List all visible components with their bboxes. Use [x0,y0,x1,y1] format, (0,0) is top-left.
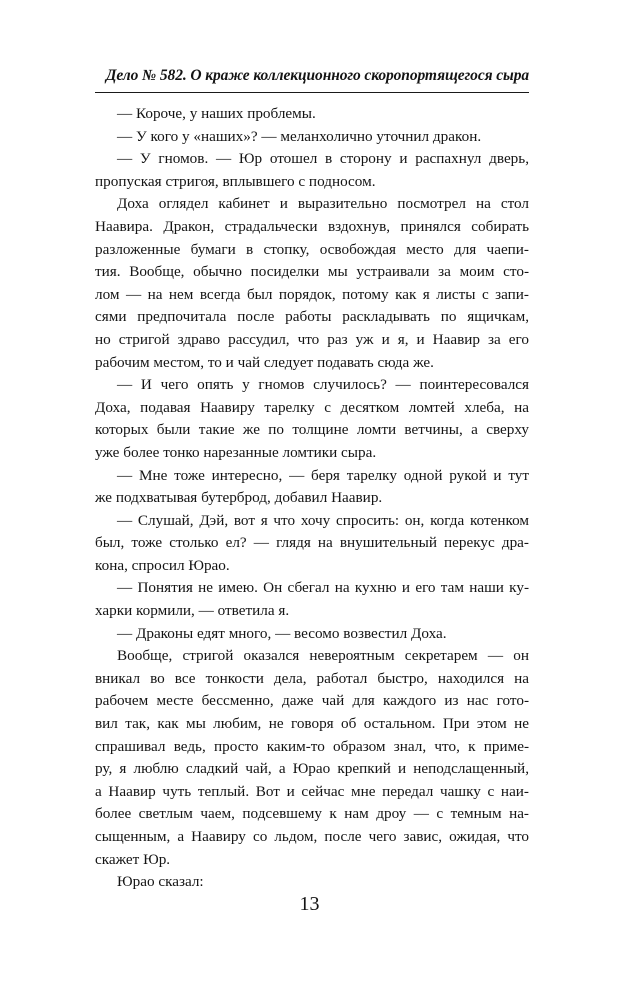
text-line: Наавира. Дракон, страдальчески вздохнув, принялся собирать [95,217,529,235]
header-divider [95,92,529,93]
text-line: харки кормили, — ответила я. [95,602,290,620]
text-line: — И чего опять у гномов случилось? — поинтересовался [117,376,529,394]
text-line: — Короче, у наших проблемы. [117,105,316,122]
text-line: сыщенным, а Наавиру со льдом, после чего завис, ожидая, что [95,828,529,845]
text-line: Вообще, стригой оказался невероятным секретарем — он [117,647,529,665]
text-line: был, тоже столько ел? — глядя на внушительный перекус дра- [95,534,529,552]
text-line: уже более тонко нарезанные ломтики сыра. [95,443,377,461]
text-line: пропуская стригоя, вплывшего с подносом. [95,172,376,190]
text-line: лом — на нем всегда был порядок, потому как я листы с запи- [95,285,529,303]
text-line: сями предпочитала после работы раскладывать по ящичкам, [95,308,529,326]
text-line: скажет Юр. [95,850,171,868]
running-header-title: Дело № 582. О краже коллекционного скоропортящегося сыра [105,67,529,84]
text-line: ру, я люблю сладкий чай, а Юрао крепкий и неподслащенный, [95,760,529,778]
text-line: Доха оглядел кабинет и выразительно посмотрел на стол [117,195,529,213]
text-line: а Наавир чуть теплый. Вот и сейчас мне передал чашку с наи- [95,782,529,800]
text-line: рабочим местом, то и чай следует подавать сюда же. [95,353,434,371]
text-line: тия. Вообще, обычно посиделки мы устраивали за моим сто- [95,263,529,281]
text-line: — Понятия не имею. Он сбегал на кухню и его там наши ку- [117,579,529,597]
text-line: — Мне тоже интересно, — беря тарелку одной рукой и тут [117,466,529,484]
text-line: же подхватывая бутерброд, добавил Наавир. [95,489,383,507]
text-line: кона, спросил Юрао. [95,556,230,574]
text-line: которых были такие же по толщине ломти ветчины, а сверху [95,421,529,439]
text-line: разложенные бумаги в стопку, освобождая место для чаепи- [95,240,529,258]
text-line: вникал во все тонкости дела, работал быстро, находился на [95,669,529,687]
text-line: рабочем месте бессменно, даже чай для каждого из нас гото- [95,692,529,710]
text-line: — У гномов. — Юр отошел в сторону и распахнул дверь, [117,150,529,168]
text-line: Доха, подавая Наавиру тарелку с десятком ломтей хлеба, на [95,398,529,416]
page-number: 13 [299,893,320,915]
text-line: Юрао сказал: [117,873,204,891]
text-line: спрашивал ведь, просто каким-то образом знал, что, к приме- [95,737,529,755]
text-line: но стригой здраво рассудил, что раз уж и я, и Наавир за его [95,330,529,348]
body-text [95,103,529,894]
text-line: вил так, как мы любим, не говоря об остальном. При этом не [95,715,529,733]
text-line: — Драконы едят много, — весомо возвестил Доха. [117,624,447,642]
text-line: — Слушай, Дэй, вот я что хочу спросить: он, когда котенком [117,511,529,529]
text-line: — У кого у «наших»? — меланхолично уточнил дракон. [117,127,482,145]
text-line: более светлым чаем, подсевшему к нам дроу — с темным на- [95,805,529,823]
